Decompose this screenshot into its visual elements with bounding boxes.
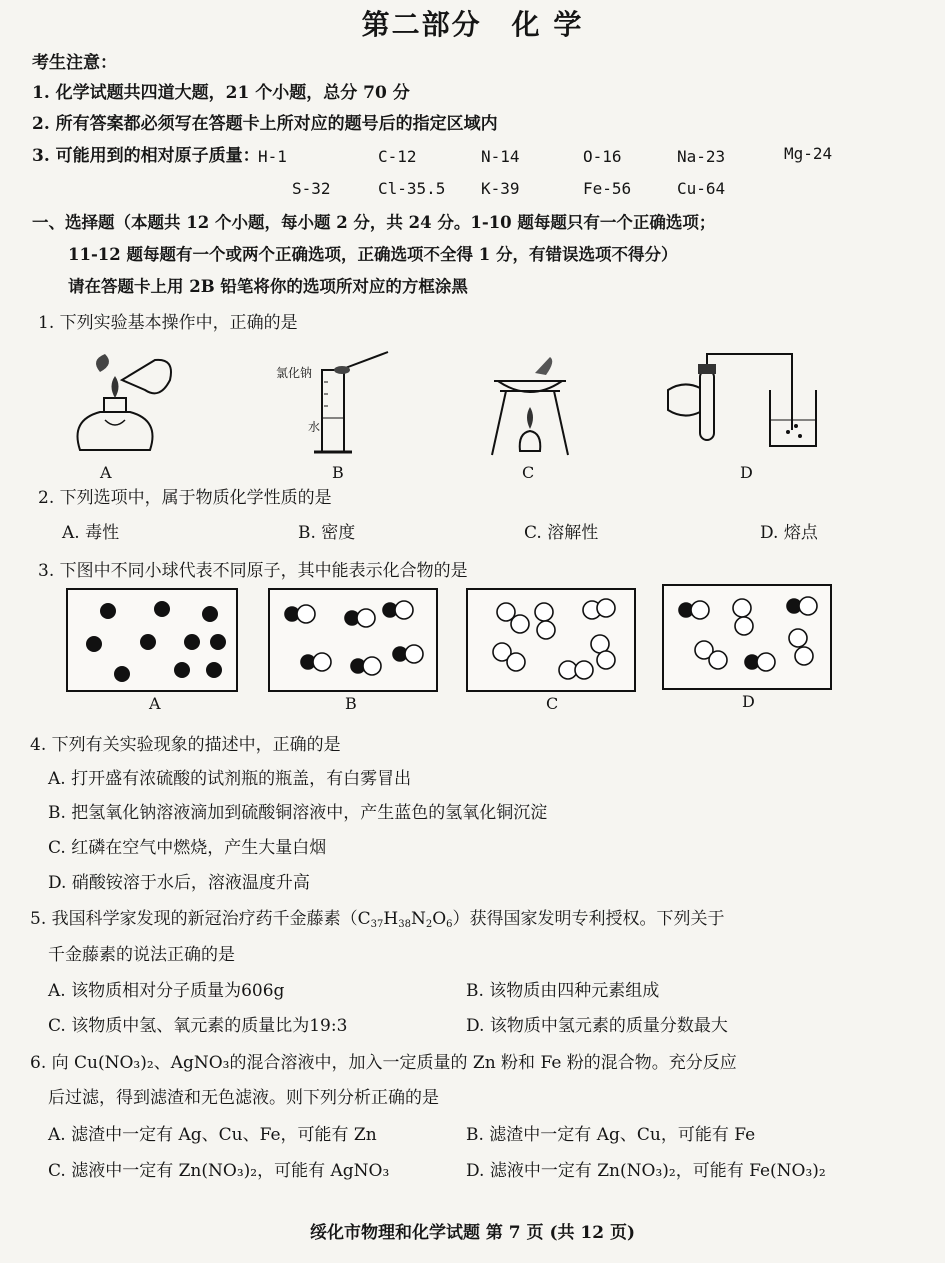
q4-option-c: C. 红磷在空气中燃烧，产生大量白烟 [48, 838, 327, 858]
q6-option-c: C. 滤液中一定有 Zn(NO₃)₂，可能有 AgNO₃ [48, 1161, 390, 1181]
q3-box-c [466, 588, 636, 692]
q5-stem-part-a: 5. 我国科学家发现的新冠治疗药千金藤素（C [30, 909, 371, 929]
q1-label-a: A [100, 463, 112, 482]
q3-label-a: A [149, 694, 161, 713]
q5-formula-n-count: 2 [425, 919, 433, 930]
atomic-mass-n: N-14 [481, 147, 520, 166]
atomic-mass-o: O-16 [583, 147, 622, 166]
notice-heading: 考生注意： [32, 53, 117, 73]
q3-label-c: C [546, 694, 559, 713]
q3-box-a [66, 588, 238, 692]
q2-option-a: A. 毒性 [62, 523, 120, 543]
atomic-mass-h: H-1 [258, 147, 287, 166]
q6-option-d: D. 滤液中一定有 Zn(NO₃)₂，可能有 Fe(NO₃)₂ [466, 1161, 826, 1181]
q2-stem: 2. 下列选项中，属于物质化学性质的是 [38, 488, 332, 508]
q5-option-b: B. 该物质由四种元素组成 [466, 981, 660, 1001]
atomic-mass-cu: Cu-64 [677, 179, 726, 198]
notice-item-2: 2. 所有答案都必须写在答题卡上所对应的题号后的指定区域内 [32, 114, 498, 134]
q3-label-b: B [345, 694, 357, 713]
q1-figure-b-measuring-cylinder [300, 348, 400, 460]
q1-stem: 1. 下列实验基本操作中，正确的是 [38, 313, 298, 333]
atomic-mass-k: K-39 [481, 179, 520, 198]
q3-box-b [268, 588, 438, 692]
q1-figure-b-nacl-label: 氯化钠 [276, 366, 313, 380]
q5-stem-part-b: ）获得国家发明专利授权。下列关于 [452, 909, 725, 929]
q5-formula-h-count: 38 [398, 919, 411, 930]
q1-figure-d-airtightness-check [660, 350, 825, 455]
section1-heading-line1: 一、选择题（本题共 12 个小题，每小题 2 分，共 24 分。1-10 题每题只有一个正确选项； [32, 213, 716, 232]
q4-option-b: B. 把氢氧化钠溶液滴加到硫酸铜溶液中，产生蓝色的氢氧化铜沉淀 [48, 803, 548, 823]
page-title: 第二部分 化 学 [361, 8, 584, 41]
section1-heading-line3: 请在答题卡上用 2B 铅笔将你的选项所对应的方框涂黑 [68, 277, 468, 296]
q6-stem-line1: 6. 向 Cu(NO₃)₂、AgNO₃的混合溶液中，加入一定质量的 Zn 粉和 Fe 粉的混合物。充分反应 [30, 1053, 737, 1073]
q6-stem-line2: 后过滤，得到滤渣和无色滤液。则下列分析正确的是 [48, 1088, 439, 1108]
q5-stem [30, 908, 725, 936]
q5-formula-o-count: 6 [446, 919, 453, 930]
notice-item-1: 1. 化学试题共四道大题，21 个小题，总分 70 分 [32, 83, 410, 103]
q1-figure-b-water-label: 水 [308, 420, 321, 434]
q1-figure-a-alcohol-lamp [60, 350, 180, 460]
q4-option-d: D. 硝酸铵溶于水后，溶液温度升高 [48, 873, 310, 893]
q5-formula-h: H [383, 909, 399, 929]
q5-formula-c-count: 37 [370, 919, 384, 930]
atomic-mass-cl: Cl-35.5 [378, 179, 446, 198]
q5-formula-o: O [432, 909, 447, 929]
notice-item-3: 3. 可能用到的相对原子质量： [32, 146, 260, 166]
atomic-mass-s: S-32 [292, 179, 331, 198]
q2-option-b: B. 密度 [298, 523, 356, 543]
atomic-mass-fe: Fe-56 [583, 179, 632, 198]
q1-label-d: D [740, 463, 753, 482]
atomic-mass-mg: Mg-24 [784, 144, 833, 163]
q6-option-a: A. 滤渣中一定有 Ag、Cu、Fe，可能有 Zn [48, 1125, 377, 1145]
q6-option-b: B. 滤渣中一定有 Ag、Cu，可能有 Fe [466, 1125, 756, 1145]
page-footer: 绥化市物理和化学试题 第 7 页 (共 12 页) [309, 1223, 636, 1243]
q2-option-c: C. 溶解性 [524, 523, 599, 543]
q5-stem-line2: 千金藤素的说法正确的是 [48, 945, 235, 965]
q3-label-d: D [742, 692, 755, 711]
atomic-mass-c: C-12 [378, 147, 417, 166]
q1-label-c: C [522, 463, 535, 482]
q5-formula-n: N [410, 909, 426, 929]
q1-figure-c-evaporating-dish [480, 355, 580, 460]
section1-heading-line2: 11-12 题每题有一个或两个正确选项，正确选项不全得 1 分，有错误选项不得分） [68, 245, 678, 264]
q2-option-d: D. 熔点 [760, 523, 818, 543]
q3-box-d [662, 584, 832, 690]
q4-stem: 4. 下列有关实验现象的描述中，正确的是 [30, 735, 341, 755]
q4-option-a: A. 打开盛有浓硫酸的试剂瓶的瓶盖，有白雾冒出 [48, 769, 412, 789]
q3-stem: 3. 下图中不同小球代表不同原子，其中能表示化合物的是 [38, 561, 468, 581]
q5-option-c: C. 该物质中氢、氧元素的质量比为19:3 [48, 1016, 348, 1036]
q5-option-d: D. 该物质中氢元素的质量分数最大 [466, 1016, 728, 1036]
q1-label-b: B [332, 463, 344, 482]
q5-option-a: A. 该物质相对分子质量为606g [48, 981, 285, 1001]
atomic-mass-na: Na-23 [677, 147, 726, 166]
